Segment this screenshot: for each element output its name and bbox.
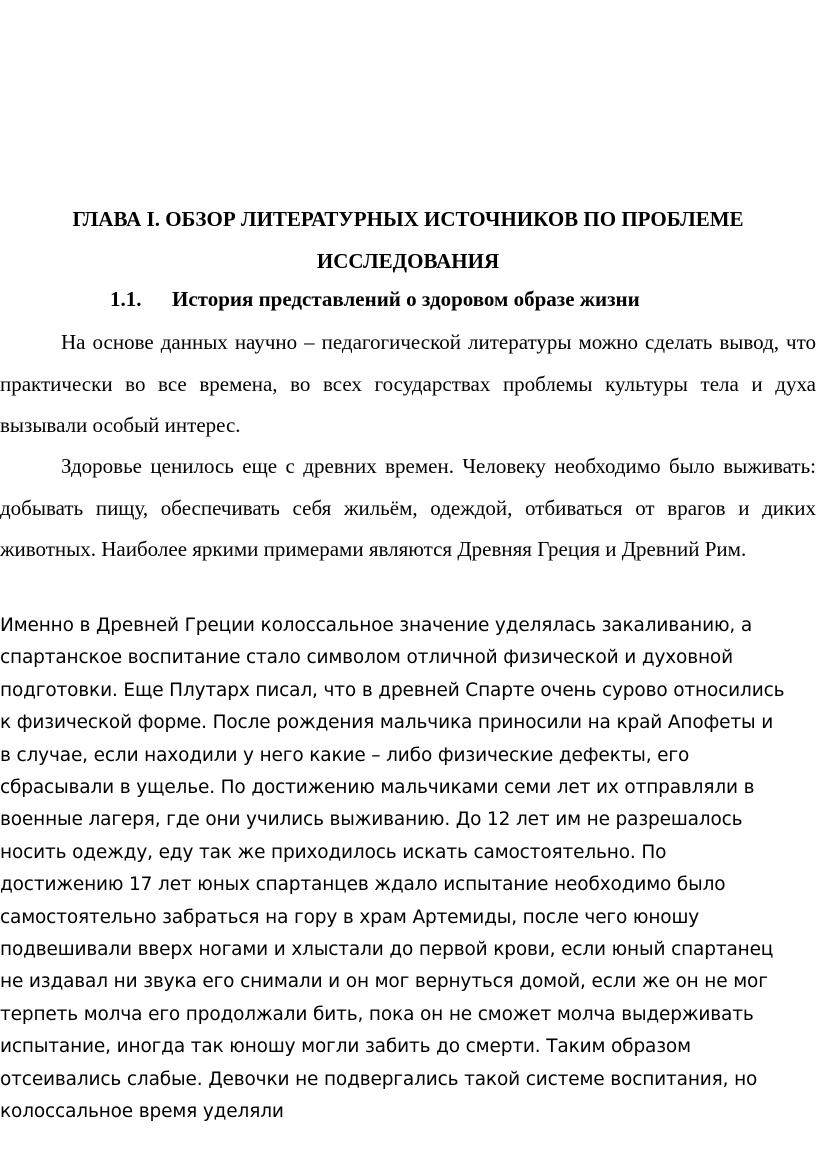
sparta-line: подвешивали вверх ногами и хлыстали до первой крови, если юный спартанец xyxy=(0,939,774,961)
sparta-line: достижению 17 лет юных спартанцев ждало испытание необходимо было xyxy=(0,874,726,896)
chapter-title xyxy=(0,198,816,282)
sparta-line: военные лагеря, где они учились выживанию. До 12 лет им не разрешалось xyxy=(0,809,743,831)
sparta-line: к физической форме. После рождения мальчика приносили на край Апофеты и xyxy=(0,712,774,734)
section-number: 1.1. xyxy=(110,287,142,311)
sparta-line: носить одежду, еду так же приходилось искать самостоятельно. По xyxy=(0,841,667,863)
section-title: История представлений о здоровом образе жизни xyxy=(172,287,640,311)
chapter-title-line-2: ИССЛЕДОВАНИЯ xyxy=(316,249,500,273)
sparta-line: самостоятельно забраться на гору в храм Артемиды, после чего юношу xyxy=(0,906,700,928)
paragraph-intro: На основе данных научно – педагогической литературы можно сделать вывод, что практически во все времена, во всех государствах проблемы культуры тела и духа вызывали особый интерес. xyxy=(0,330,816,437)
sparta-line: испытание, иногда так юношу могли забить до смерти. Таким образом xyxy=(0,1036,691,1058)
sparta-line: в случае, если находили у него какие – либо физические дефекты, его xyxy=(0,744,690,766)
sparta-line: Именно в Древней Греции колоссальное значение уделялась закаливанию, а xyxy=(0,615,753,636)
sparta-line: не издавал ни звука его снимали и он мог вернуться домой, если же он не мог xyxy=(0,971,768,993)
sparta-line: сбрасывали в ущелье. По достижению мальчиками семи лет их отправляли в xyxy=(0,777,755,799)
paragraph-health-history: Здоровье ценилось еще с древних времен. Человеку необходимо было выживать: добывать пищу, обеспечивать себя жильём, одеждой, отбиваться от врагов и диких животных. Наиболее яркими примерами являются Древняя Греция и Древний Рим. xyxy=(0,454,816,561)
sparta-line: спартанское воспитание стало символом отличной физической и духовной xyxy=(0,647,733,669)
sparta-line: подготовки. Еще Плутарх писал, что в древней Спарте очень сурово относились xyxy=(0,679,785,701)
sparta-line: колоссальное время уделяли xyxy=(0,1101,284,1123)
sparta-line: терпеть молча его продолжали бить, пока он не сможет молча выдерживать xyxy=(0,1003,754,1025)
paragraph-sparta xyxy=(0,610,800,1129)
section-heading xyxy=(110,283,640,315)
chapter-title-line-1: ГЛАВА I. ОБЗОР ЛИТЕРАТУРНЫХ ИСТОЧНИКОВ ПО ПРОБЛЕМЕ xyxy=(72,207,744,231)
sparta-line: отсеивались слабые. Девочки не подвергались такой системе воспитания, но xyxy=(0,1068,758,1090)
